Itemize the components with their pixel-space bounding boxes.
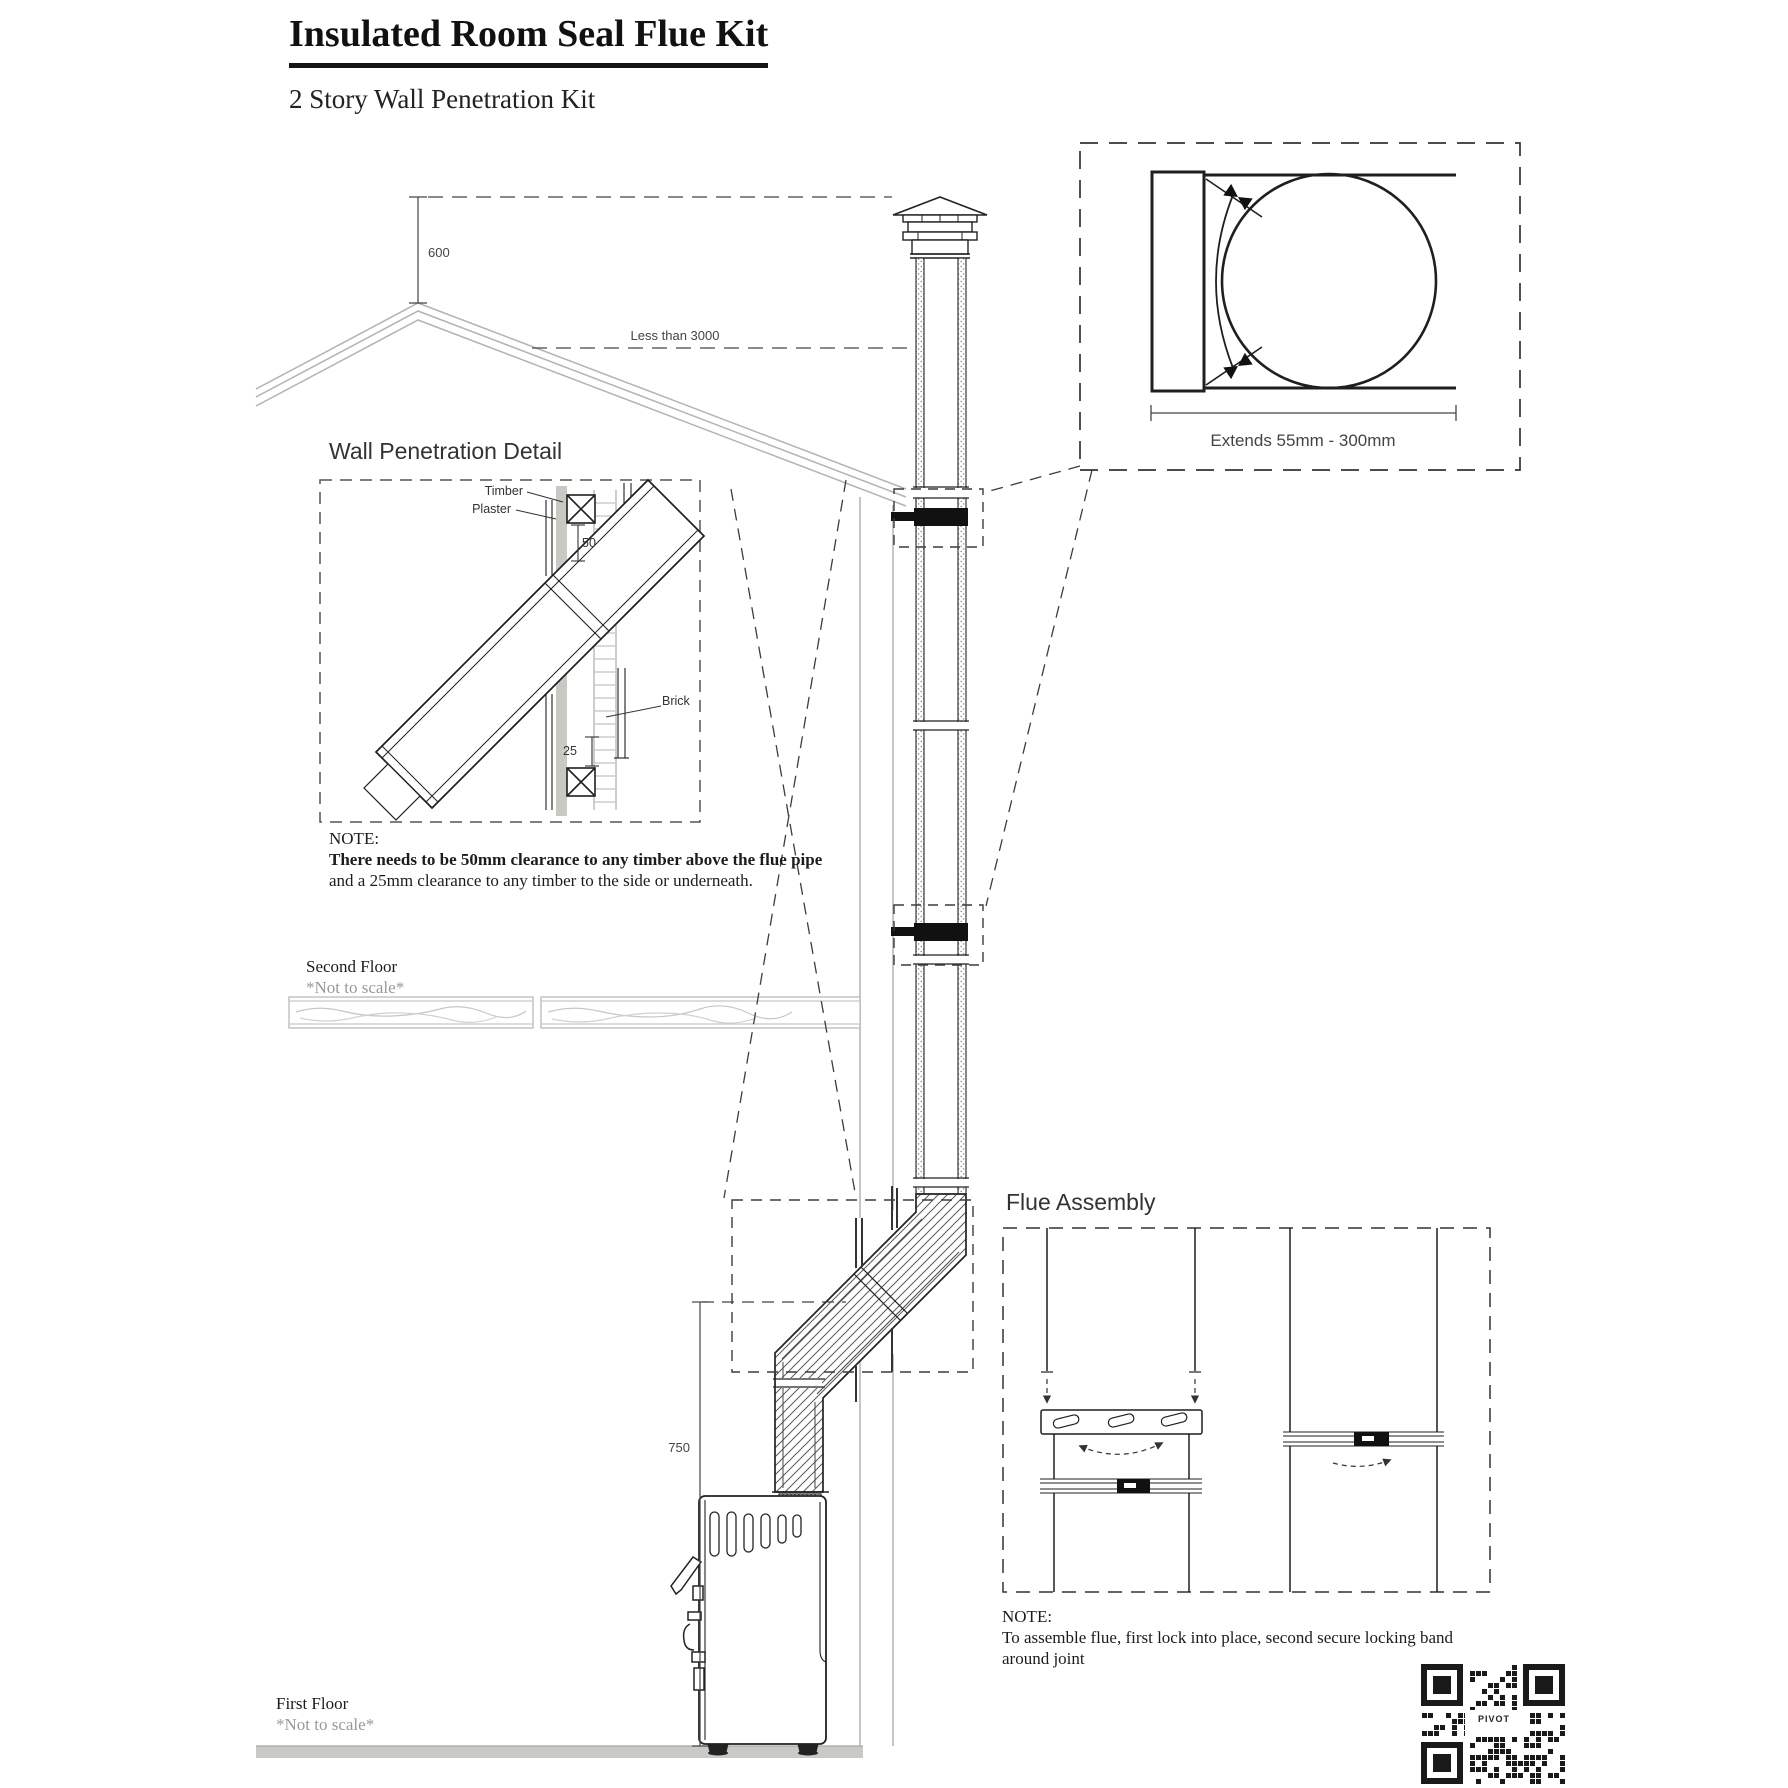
- qr-caption: PIVOT: [1466, 1714, 1522, 1724]
- first-floor-label: [276, 1693, 374, 1735]
- clearance-note-line1: There needs to be 50mm clearance to any timber above the flue pipe: [329, 850, 823, 869]
- flue-offset: [772, 1186, 966, 1505]
- clearance-note: [329, 828, 822, 891]
- second-floor-label: [306, 956, 404, 998]
- extendable-section-detail: [1080, 143, 1520, 470]
- second-floor-structure: [289, 997, 860, 1028]
- second-floor-name: Second Floor: [306, 957, 398, 976]
- flue-pipe: [891, 197, 987, 1194]
- clearance-side-label: 25: [563, 744, 577, 758]
- assembly-note-heading: NOTE:: [1002, 1607, 1053, 1626]
- wall-penetration-detail: [320, 480, 704, 822]
- dim-stove-offset: 750: [668, 1440, 690, 1455]
- assembly-note: [1002, 1606, 1482, 1669]
- stove: [671, 1496, 826, 1756]
- page-subtitle: 2 Story Wall Penetration Kit: [289, 84, 596, 114]
- first-floor-name: First Floor: [276, 1694, 349, 1713]
- flue-assembly-title: Flue Assembly: [1006, 1189, 1156, 1215]
- locking-band-upper: [891, 508, 968, 526]
- page-title: Insulated Room Seal Flue Kit: [289, 12, 768, 68]
- clearance-note-line2: and a 25mm clearance to any timber to the side or underneath.: [329, 871, 753, 890]
- second-floor-scale-note: *Not to scale*: [306, 978, 405, 997]
- assembly-note-text: To assemble flue, first lock into place, second secure locking band around joint: [1002, 1628, 1454, 1668]
- plaster-label: Plaster: [472, 502, 511, 516]
- extend-dim-label: Extends 55mm - 300mm: [1210, 431, 1396, 450]
- locking-band-lower: [891, 923, 968, 941]
- timber-label: Timber: [484, 484, 523, 498]
- clearance-above-label: 50: [582, 536, 596, 550]
- dimension-lines: [409, 197, 914, 1746]
- dim-cap-height: 600: [428, 245, 450, 260]
- first-floor-structure: [256, 1746, 863, 1758]
- first-floor-scale-note: *Not to scale*: [276, 1715, 375, 1734]
- dim-ridge-distance: Less than 3000: [630, 328, 720, 343]
- wall-detail-title: Wall Penetration Detail: [329, 438, 563, 464]
- brick-label: Brick: [662, 694, 690, 708]
- clearance-note-heading: NOTE:: [329, 829, 380, 848]
- flue-assembly-detail: [1003, 1228, 1490, 1592]
- qr-code: [1421, 1664, 1567, 1788]
